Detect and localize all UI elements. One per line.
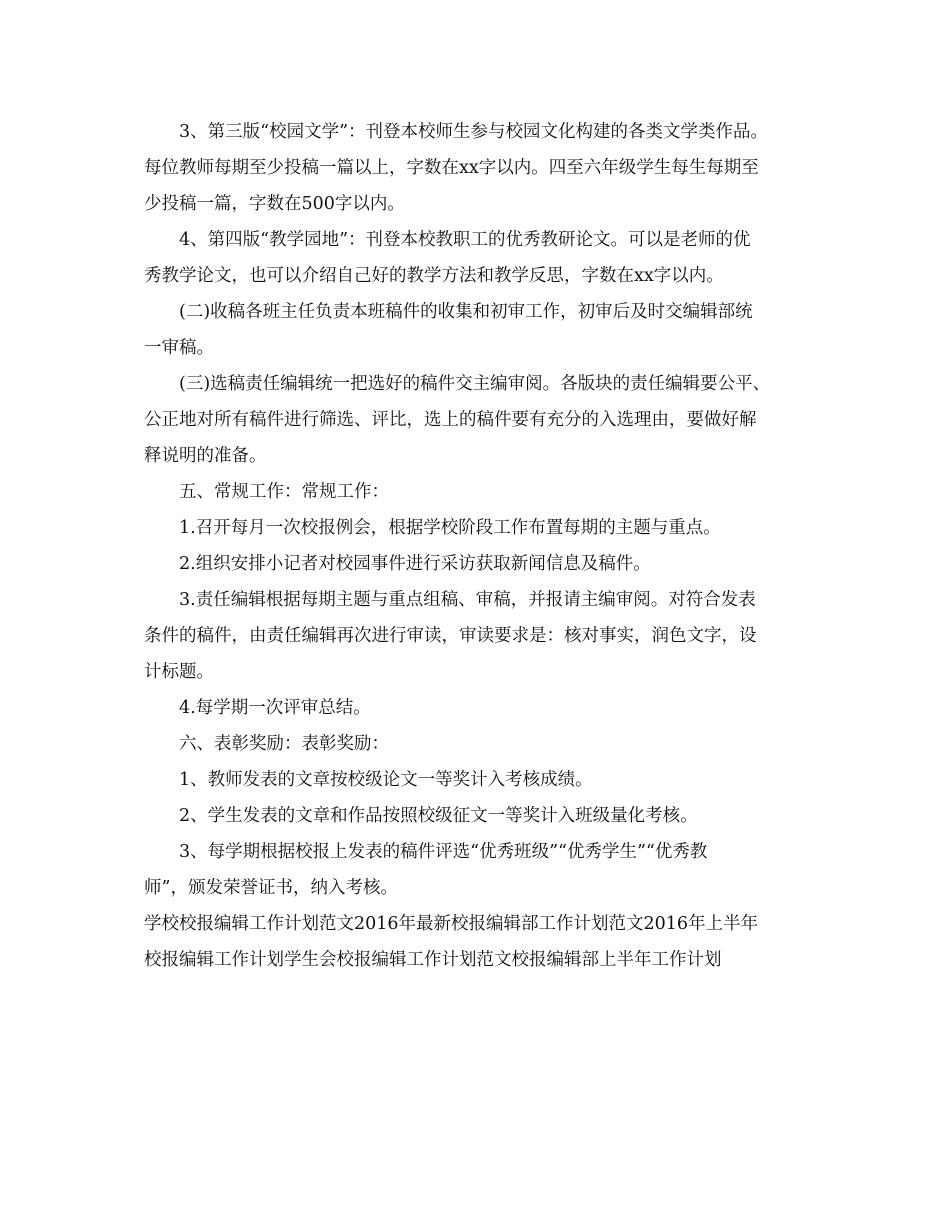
list-item-routine-4 (144, 690, 824, 726)
section-heading: 六、表彰奖励：表彰奖励： (179, 734, 389, 754)
section-heading-routine-work (144, 474, 824, 510)
related-articles-line: 校报编辑工作计划学生会校报编辑工作计划范文校报编辑部上半年工作计划 (144, 950, 722, 970)
paragraph-line: 4、第四版“教学园地”：刊登本校教职工的优秀教研论文。可以是老师的优 (179, 230, 751, 250)
paragraph-fourth-edition (144, 222, 824, 294)
list-item-line: 4.每学期一次评审总结。 (179, 698, 371, 718)
paragraph-select-manuscripts (144, 366, 824, 474)
list-item-routine-3 (144, 582, 824, 690)
paragraph-line: (二)收稿各班主任负责本班稿件的收集和初审工作，初审后及时交编辑部统 (179, 302, 753, 322)
paragraph-line: 一审稿。 (144, 338, 214, 358)
list-item-line: 1.召开每月一次校报例会，根据学校阶段工作布置每期的主题与重点。 (179, 518, 721, 538)
paragraph-line: (三)选稿责任编辑统一把选好的稿件交主编审阅。各版块的责任编辑要公平、 (179, 374, 771, 394)
section-heading: 五、常规工作：常规工作： (179, 482, 389, 502)
list-item-award-2 (144, 798, 824, 834)
list-item-routine-1 (144, 510, 824, 546)
paragraph-collect-manuscripts (144, 294, 824, 366)
related-articles (144, 906, 824, 978)
list-item-line: 条件的稿件，由责任编辑再次进行审读，审读要求是：核对事实，润色文字，设 (144, 626, 757, 646)
paragraph-line: 3、第三版“校园文学”：刊登本校师生参与校园文化构建的各类文学类作品。 (179, 122, 769, 142)
paragraph-line: 释说明的准备。 (144, 446, 267, 466)
list-item-award-3 (144, 834, 824, 906)
list-item-line: 师”，颁发荣誉证书，纳入考核。 (144, 878, 398, 898)
paragraph-third-edition (144, 114, 824, 222)
paragraph-line: 秀教学论文，也可以介绍自己好的教学方法和教学反思，字数在xx字以内。 (144, 266, 724, 286)
list-item-line: 1、教师发表的文章按校级论文一等奖计入考核成绩。 (179, 770, 593, 790)
paragraph-line: 每位教师每期至少投稿一篇以上，字数在xx字以内。四至六年级学生每生每期至 (144, 158, 759, 178)
paragraph-line: 少投稿一篇，字数在500字以内。 (144, 194, 405, 214)
list-item-line: 计标题。 (144, 662, 214, 682)
list-item-award-1 (144, 762, 824, 798)
related-articles-line: 学校校报编辑工作计划范文2016年最新校报编辑部工作计划范文2016年上半年 (144, 914, 759, 934)
document-body (144, 114, 824, 978)
list-item-routine-2 (144, 546, 824, 582)
section-heading-awards (144, 726, 824, 762)
list-item-line: 3.责任编辑根据每期主题与重点组稿、审稿，并报请主编审阅。对符合发表 (179, 590, 756, 610)
list-item-line: 2、学生发表的文章和作品按照校级征文一等奖计入班级量化考核。 (179, 806, 698, 826)
list-item-line: 3、每学期根据校报上发表的稿件评选“优秀班级”“优秀学生”“优秀教 (179, 842, 708, 862)
paragraph-line: 公正地对所有稿件进行筛选、评比，选上的稿件要有充分的入选理由，要做好解 (144, 410, 757, 430)
list-item-line: 2.组织安排小记者对校园事件进行采访获取新闻信息及稿件。 (179, 554, 651, 574)
